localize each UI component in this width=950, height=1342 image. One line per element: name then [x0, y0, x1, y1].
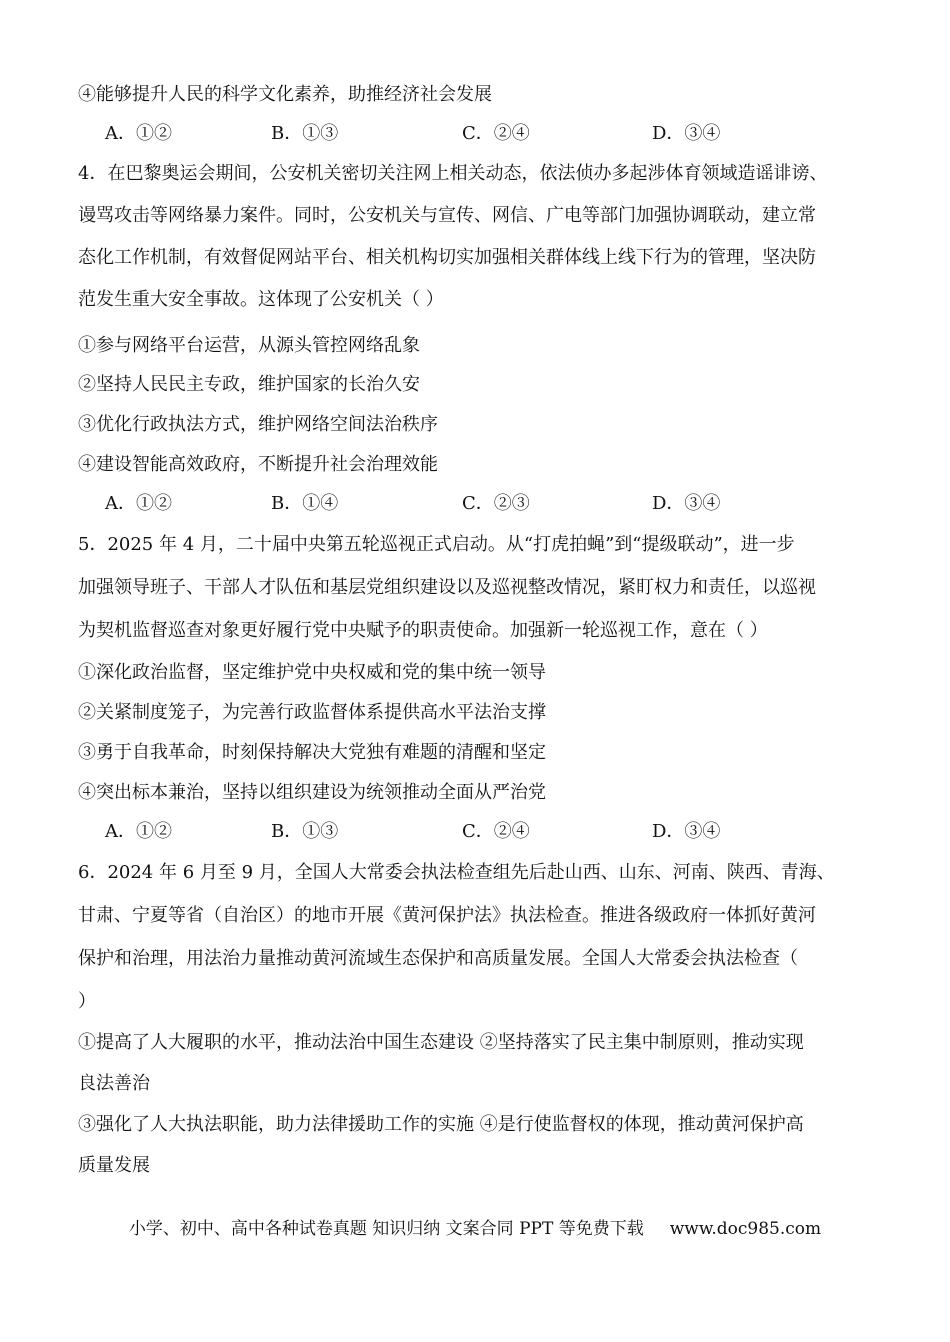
- q5-stem-line-2: 加强领导班子、干部人才队伍和基层党组织建设以及巡视整改情况，紧盯权力和责任，以巡视: [78, 577, 816, 598]
- page-footer: [0, 1215, 950, 1243]
- q5-stem-line-1: 5．2025 年 4 月，二十届中央第五轮巡视正式启动。从“打虎拍蝇”到“提级联动”，进一步: [78, 534, 795, 555]
- q4-statement-1: ①参与网络平台运营，从源头管控网络乱象: [78, 335, 420, 356]
- q4-stem-line-4: 范发生重大安全事故。这体现了公安机关（ ）: [78, 289, 444, 310]
- q3-option-c: C．②④: [462, 123, 530, 144]
- q4-stem-line-2: 谩骂攻击等网络暴力案件。同时，公安机关与宣传、网信、广电等部门加强协调联动，建立常: [78, 205, 816, 226]
- q3-option-b: B．①③: [271, 123, 339, 144]
- q4-option-c: C．②③: [462, 493, 530, 514]
- q3-option-a: A．①②: [105, 123, 172, 144]
- q5-stem-line-3: 为契机监督巡查对象更好履行党中央赋予的职责使命。加强新一轮巡视工作，意在（ ）: [78, 620, 768, 641]
- q6-stem-line-3: 保护和治理，用法治力量推动黄河流域生态保护和高质量发展。全国人大常委会执法检查（: [78, 948, 798, 969]
- q5-options: [105, 818, 890, 846]
- q4-statement-3: ③优化行政执法方式，维护网络空间法治秩序: [78, 414, 438, 435]
- q3-options: [105, 120, 890, 148]
- q4-stem-line-1: 4．在巴黎奥运会期间，公安机关密切关注网上相关动态，依法侦办多起涉体育领域造谣诽谤、: [78, 163, 828, 184]
- q6-statement-line-3: ③强化了人大执法职能，助力法律援助工作的实施 ④是行使监督权的体现，推动黄河保护高: [78, 1114, 804, 1135]
- q4-option-a: A．①②: [105, 493, 172, 514]
- q6-statement-line-1: ①提高了人大履职的水平，推动法治中国生态建设 ②坚持落实了民主集中制原则，推动实现: [78, 1032, 804, 1053]
- q6-statement-line-2: 良法善治: [78, 1073, 150, 1094]
- footer-text: 小学、初中、高中各种试卷真题 知识归纳 文案合同 PPT 等免费下载: [128, 1219, 644, 1239]
- q6-statement-line-4: 质量发展: [78, 1155, 150, 1176]
- q5-statement-4: ④突出标本兼治，坚持以组织建设为统领推动全面从严治党: [78, 782, 546, 803]
- q6-stem-line-2: 甘肃、宁夏等省（自治区）的地市开展《黄河保护法》执法检查。推进各级政府一体抓好黄河: [78, 905, 816, 926]
- q6-stem-line-4: ）: [78, 991, 96, 1012]
- q4-statement-2: ②坚持人民民主专政，维护国家的长治久安: [78, 374, 420, 395]
- q4-option-d: D．③④: [652, 493, 721, 514]
- q5-statement-1: ①深化政治监督，坚定维护党中央权威和党的集中统一领导: [78, 662, 546, 683]
- q4-option-b: B．①④: [271, 493, 339, 514]
- q3-option-d: D．③④: [652, 123, 721, 144]
- q3-statement-4: ④能够提升人民的科学文化素养，助推经济社会发展: [78, 84, 492, 105]
- q5-statement-3: ③勇于自我革命，时刻保持解决大党独有难题的清醒和坚定: [78, 742, 546, 763]
- q5-statement-2: ②关紧制度笼子，为完善行政监督体系提供高水平法治支撑: [78, 702, 546, 723]
- q5-option-a: A．①②: [105, 821, 172, 842]
- footer-website-link[interactable]: www.doc985.com: [669, 1219, 822, 1239]
- q6-stem-line-1: 6．2024 年 6 月至 9 月，全国人大常委会执法检查组先后赴山西、山东、河南、陕西、青海、: [78, 862, 835, 883]
- q5-option-b: B．①③: [271, 821, 339, 842]
- q5-option-c: C．②④: [462, 821, 530, 842]
- q5-option-d: D．③④: [652, 821, 721, 842]
- q4-stem-line-3: 态化工作机制，有效督促网站平台、相关机构切实加强相关群体线上线下行为的管理，坚决防: [78, 247, 816, 268]
- q4-options: [105, 490, 890, 518]
- q4-statement-4: ④建设智能高效政府，不断提升社会治理效能: [78, 454, 438, 475]
